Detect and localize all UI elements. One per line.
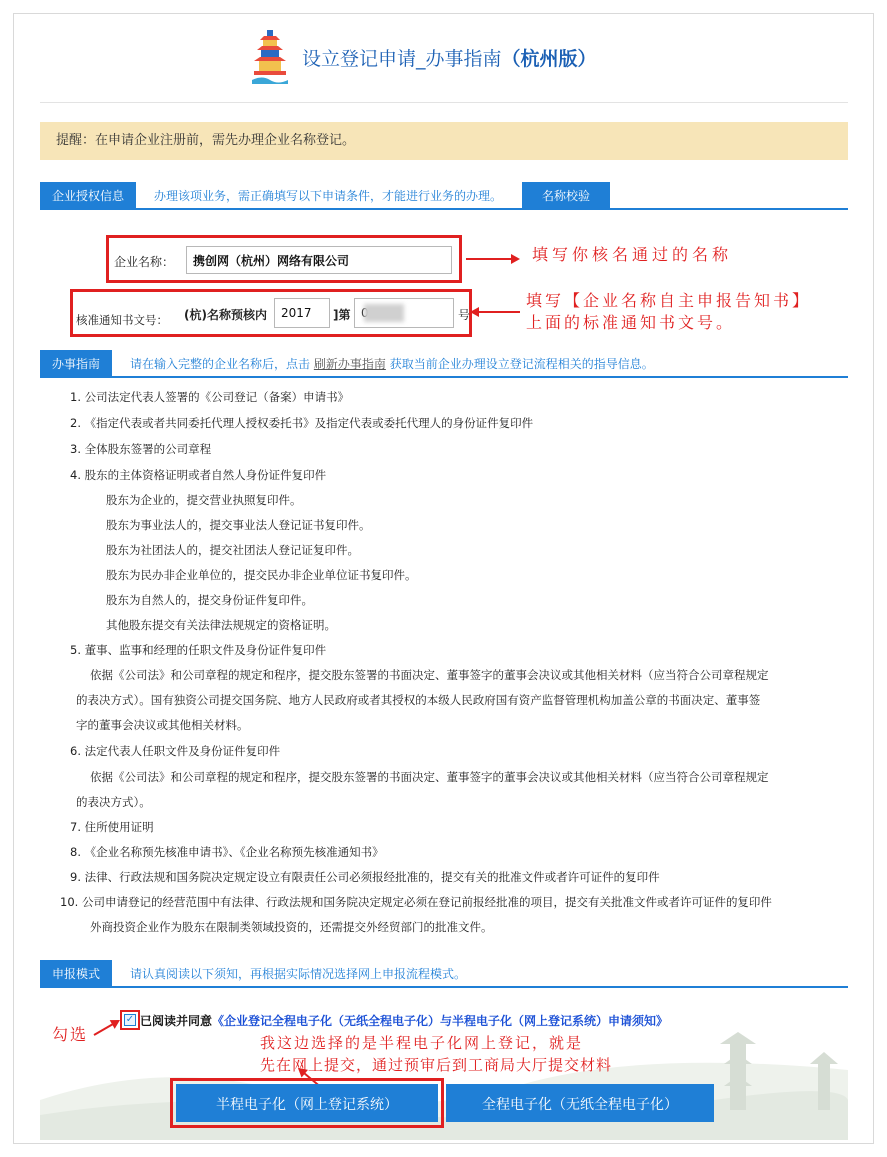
agree-text: 已阅读并同意《企业登记全程电子化（无纸全程电子化）与半程电子化（网上登记系统）申请须知》 bbox=[140, 1014, 669, 1028]
list-item: 9. 法律、行政法规和国务院决定规定设立有限责任公司必须报经批准的，提交有关的批准文件或者许可证件的复印件 bbox=[70, 870, 660, 884]
auth-section-desc: 办理该项业务，需正确填写以下申请条件，才能进行业务的办理。 bbox=[154, 189, 503, 203]
check-annotation: 勾选 bbox=[52, 1025, 89, 1044]
tab-guide[interactable]: 办事指南 bbox=[40, 350, 112, 378]
page-header bbox=[250, 28, 670, 88]
tab-mode[interactable]: 申报模式 bbox=[40, 960, 112, 988]
list-item: 股东为自然人的，提交身份证件复印件。 bbox=[106, 593, 313, 607]
company-name-label: 企业名称： bbox=[114, 255, 175, 269]
notice-terms-link[interactable]: 《企业登记全程电子化（无纸全程电子化）与半程电子化（网上登记系统）申请须知》 bbox=[212, 1014, 669, 1028]
notice-annotation-line2: 上面的标准通知书文号。 bbox=[526, 313, 736, 332]
notice-annotation-line1: 填写【企业名称自主申报告知书】 bbox=[526, 291, 812, 310]
header-divider bbox=[40, 102, 848, 103]
list-item: 6. 法定代表人任职文件及身份证件复印件 bbox=[70, 744, 281, 758]
tab-auth-info[interactable]: 企业授权信息 bbox=[40, 182, 136, 210]
half-electronic-button[interactable]: 半程电子化（网上登记系统） bbox=[176, 1084, 438, 1122]
redacted-blur bbox=[364, 304, 404, 322]
refresh-guide-link[interactable]: 刷新办事指南 bbox=[313, 357, 386, 371]
list-item: 股东为民办非企业单位的，提交民办非企业单位证书复印件。 bbox=[106, 568, 417, 582]
notice-di-text: ]第 bbox=[333, 308, 351, 322]
list-item: 依据《公司法》和公司章程的规定和程序，提交股东签署的书面决定、董事签字的董事会决议或其他相关材料（应当符合公司章程规定 bbox=[90, 668, 769, 682]
agree-checkbox[interactable]: ✓ bbox=[125, 1014, 135, 1025]
tab-name-verify[interactable]: 名称校验 bbox=[522, 182, 610, 210]
guide-section-desc: 请在输入完整的企业名称后，点击 刷新办事指南 获取当前企业办理设立登记流程相关的指导信息。 bbox=[130, 357, 654, 371]
full-electronic-button[interactable]: 全程电子化（无纸全程电子化） bbox=[446, 1084, 714, 1122]
list-item: 股东为社团法人的，提交社团法人登记证复印件。 bbox=[106, 543, 359, 557]
list-item: 股东为企业的，提交营业执照复印件。 bbox=[106, 493, 302, 507]
list-item: 10. 公司申请登记的经营范围中有法律、行政法规和国务院决定规定必须在登记前报经批准的项目，提交有关批准文件或者许可证件的复印件 bbox=[60, 895, 772, 909]
list-item: 其他股东提交有关法律法规规定的资格证明。 bbox=[106, 618, 336, 632]
reminder-banner: 提醒：在申请企业注册前，需先办理企业名称登记。 bbox=[40, 122, 848, 160]
notice-hao-text: 号 bbox=[458, 308, 471, 322]
notice-number-label: 核准通知书文号： bbox=[76, 313, 168, 327]
mode-annotation-line1: 我这边选择的是半程电子化网上登记，就是 bbox=[260, 1034, 584, 1052]
list-item: 4. 股东的主体资格证明或者自然人身份证件复印件 bbox=[70, 468, 327, 482]
list-item: 8. 《企业名称预先核准申请书》、《企业名称预先核准通知书》 bbox=[70, 845, 384, 859]
mode-annotation-line2: 先在网上提交，通过预审后到工商局大厅提交材料 bbox=[260, 1056, 613, 1074]
list-item: 1. 公司法定代表人签署的《公司登记（备案）申请书》 bbox=[70, 390, 350, 404]
pagoda-logo-icon bbox=[250, 28, 290, 88]
list-item: 依据《公司法》和公司章程的规定和程序，提交股东签署的书面决定、董事签字的董事会决议或其他相关材料（应当符合公司章程规定 bbox=[90, 770, 769, 784]
notice-annotation-arrow bbox=[478, 311, 520, 313]
notice-year-input[interactable] bbox=[274, 298, 330, 328]
name-annotation: 填写你核名通过的名称 bbox=[532, 245, 733, 264]
list-item: 的表决方式）。 bbox=[76, 795, 151, 809]
list-item: 2. 《指定代表或者共同委托代理人授权委托书》及指定代表或委托代理人的身份证件复印件 bbox=[70, 416, 534, 430]
list-item: 3. 全体股东签署的公司章程 bbox=[70, 442, 212, 456]
guide-section-bar bbox=[40, 348, 848, 378]
list-item: 字的董事会决议或其他相关材料。 bbox=[76, 718, 249, 732]
page-title: 设立登记申请_办事指南（杭州版） bbox=[302, 48, 597, 70]
name-annotation-arrow bbox=[466, 258, 512, 260]
auth-section-bar bbox=[40, 180, 848, 210]
list-item: 5. 董事、监事和经理的任职文件及身份证件复印件 bbox=[70, 643, 327, 657]
mode-section-bar bbox=[40, 958, 848, 988]
list-item: 7. 住所使用证明 bbox=[70, 820, 154, 834]
mode-section-desc: 请认真阅读以下须知，再根据实际情况选择网上申报流程模式。 bbox=[130, 967, 467, 981]
notice-prefix-text: (杭)名称预核内 bbox=[184, 308, 267, 322]
list-item: 股东为事业法人的，提交事业法人登记证书复印件。 bbox=[106, 518, 371, 532]
list-item: 外商投资企业作为股东在限制类领域投资的，还需提交外经贸部门的批准文件。 bbox=[90, 920, 493, 934]
list-item: 的表决方式）。国有独资公司提交国务院、地方人民政府或者其授权的本级人民政府国有资产监督管理机构加盖公章的书面决定、董事签 bbox=[76, 693, 761, 707]
company-name-input[interactable] bbox=[186, 246, 452, 274]
